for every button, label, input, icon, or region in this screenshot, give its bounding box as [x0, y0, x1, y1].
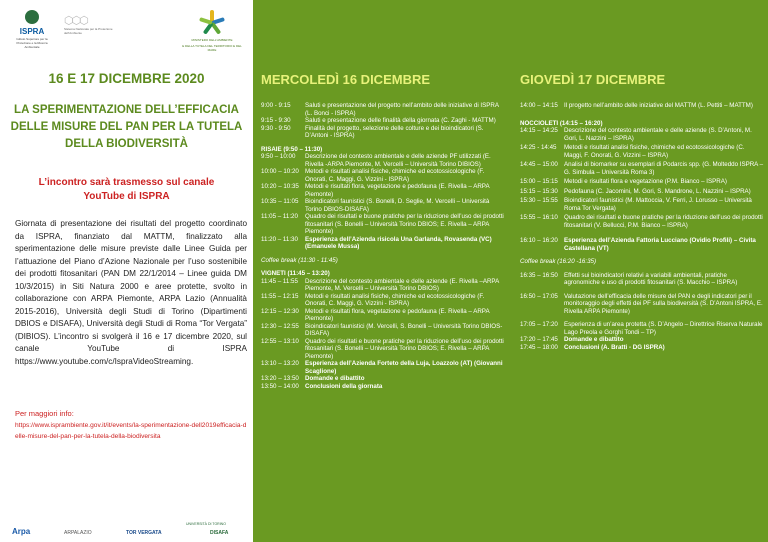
schedule-text: Metodi e risultati flora, vegetazione e pedofauna (E. Rivella – ARPA Piemonte): [305, 307, 490, 322]
day1-schedule: [261, 102, 507, 390]
schedule-row: [261, 383, 507, 391]
schedule-time: 9:30 - 9:50: [261, 124, 291, 132]
schedule-time: 17:20 – 17:45: [520, 336, 558, 343]
schedule-row: [520, 102, 764, 110]
schedule-text: Domande e dibattito: [564, 336, 624, 343]
schedule-time: 13:50 – 14:00: [261, 382, 299, 390]
schedule-row: [520, 161, 764, 176]
unito-logo: UNIVERSITÀ DI TORINO: [186, 522, 226, 526]
schedule-row: [261, 338, 507, 361]
ispra-logo-name: ISPRA: [19, 27, 45, 36]
info-link[interactable]: https://www.isprambiente.gov.it/it/events/la-sperimentazione-dell2019efficacia-delle-misure-del-pan-per-la-tutela-della-biodiversita: [15, 422, 247, 440]
event-date: 16 E 17 DICEMBRE 2020: [48, 71, 205, 86]
schedule-row: [261, 323, 507, 338]
ministry-logo-name: MINISTERO DELL'AMBIENTE: [191, 38, 233, 42]
schedule-time: 15:55 – 16:10: [520, 214, 558, 221]
schedule-text: Saluti e presentazione del progetto nell’ambito delle iniziative di ISPRA (L. Bonci - ISPRA): [305, 102, 499, 117]
schedule-time: 12:15 – 12:30: [261, 307, 299, 315]
schedule-time: 12:55 – 13:10: [261, 337, 299, 345]
schedule-text: Metodi e risultati flora, vegetazione e pedofauna (E. Rivella – ARPA Piemonte): [305, 183, 490, 198]
schedule-time: 17:05 – 17:20: [520, 321, 558, 328]
schedule-text: Esperienza dell’Azienda Fattoria Lucciano (Ovidio Profili) – Civita Castellana (VT): [564, 237, 756, 252]
schedule-row: [520, 214, 764, 229]
schedule-row: [261, 198, 507, 213]
schedule-row: [520, 272, 764, 287]
schedule-text: Descrizione del contesto ambientale e delle aziende (E. Rivella –ARPA Piemonte, M. Vercelli – Università Torino DBIOS): [305, 277, 499, 292]
schedule-time: 14:00 – 14:15: [520, 102, 558, 109]
day1-header: MERCOLEDÌ 16 DICEMBRE: [261, 72, 431, 87]
schedule-time: 10:00 – 10:20: [261, 168, 299, 175]
schedule-row: [261, 125, 507, 140]
schedule-row: [520, 336, 764, 344]
schedule-row: [261, 257, 507, 265]
schedule-text: Analisi di biomarker su esemplari di Podarcis spp. (G. Molteddo ISPRA – G. Simbula – Università Roma 3): [564, 161, 764, 176]
schedule-time: 11:05 – 11:20: [261, 213, 298, 220]
section-heading: [261, 146, 507, 154]
schedule-text: Bioindicatori faunistici (S. Bonelli, D. Seglie, M. Vercelli – Università Torino DBIOS-DISAFA): [305, 198, 490, 213]
ministry-logo-subtitle: E DELLA TUTELA DEL TERRITORIO E DEL MARE: [182, 44, 242, 52]
schedule-time: NOCCIOLETI (14:15 – 16:20): [520, 119, 603, 127]
schedule-text: Pedofauna (C. Jacomini, M. Gori, S. Mandrone, L. Nazzini – ISPRA): [564, 187, 751, 195]
schedule-row: [520, 144, 764, 159]
schedule-row: [261, 375, 507, 383]
schedule-time: 15:15 – 15:30: [520, 187, 558, 195]
schedule-time: 17:45 – 18:00: [520, 343, 558, 351]
programme-panel: [253, 0, 768, 542]
schedule-text: Conclusioni (A. Bratti - DG ISPRA): [564, 343, 665, 351]
day2-header: GIOVEDÌ 17 DICEMBRE: [520, 72, 666, 87]
schedule-text: Saluti e presentazione delle finalità della giornata (C. Zaghi - MATTM): [305, 117, 496, 124]
schedule-time: 11:45 – 11:55: [261, 277, 298, 285]
schedule-time: 16:50 – 17:05: [520, 292, 558, 300]
schedule-time: 14:25 - 14:45: [520, 144, 557, 151]
schedule-row: [520, 321, 764, 336]
section-heading: [261, 270, 507, 278]
schedule-text: Metodi e risultati flora e vegetazione (P.M. Bianco – ISPRA): [564, 178, 727, 185]
schedule-time: 9:50 – 10:00: [261, 153, 296, 160]
schedule-row: [261, 278, 507, 293]
ministry-logo: [180, 10, 244, 52]
schedule-row: [261, 308, 507, 323]
republic-emblem-icon: [25, 10, 39, 24]
schedule-row: [520, 293, 764, 316]
left-panel: [0, 0, 253, 542]
schedule-text: Esperienza dell’Azienda Forteto della Luja, Loazzolo (AT) (Giovanni Scaglione): [305, 360, 503, 375]
schedule-row: [520, 188, 764, 196]
schedule-row: [261, 236, 507, 251]
schedule-row: [520, 178, 764, 186]
schedule-text: Domande e dibattito: [305, 375, 365, 382]
disafa-logo: DISAFA: [210, 530, 229, 536]
schedule-time: 15:30 – 15:55: [520, 197, 558, 204]
schedule-text: Esperienza dell’Azienda risicola Una Garlanda, Rovasenda (VC) (Emanuele Mussa): [305, 235, 492, 250]
schedule-row: [261, 117, 507, 125]
stream-notice: L’incontro sarà trasmesso sul canale YouTube di ISPRA: [38, 177, 215, 202]
schedule-row: [261, 153, 507, 168]
schedule-text: Effetti sui bioindicatori relativi a variabili ambientali, pratiche agronomiche e uso di prodotti fitosanitari (S. Macchio – ISPRA): [564, 271, 738, 286]
schedule-row: [520, 127, 764, 142]
schedule-time: 16:35 – 16:50: [520, 271, 558, 279]
schedule-row: [261, 293, 507, 308]
arpalazio-logo: ARPALAZIO: [64, 530, 92, 536]
schedule-text: Conclusioni della giornata: [305, 382, 383, 390]
partner-logos: [0, 498, 253, 542]
schedule-text: Descrizione del contesto ambientale e delle aziende (S. D’Antoni, M. Gori, L. Nazzini – ISPRA): [564, 127, 752, 142]
schedule-time: 13:10 – 13:20: [261, 360, 299, 367]
schedule-time: RISAIE (9:50 – 11:30): [261, 145, 323, 153]
schedule-text: Finalità del progetto, selezione delle colture e dei bioindicatori (S. D’Antoni - ISPRA): [305, 124, 484, 139]
info-label: Per maggiori info:: [15, 409, 74, 418]
schedule-text: Metodi e risultati analisi fisiche, chimiche ed ecotossicologiche (C. Maggi, F. Onorati, G. Vizzini – ISPRA): [564, 144, 745, 159]
tor-vergata-logo: TOR VERGATA: [126, 530, 162, 536]
ispra-logo: [10, 10, 54, 49]
schedule-time: 12:30 – 12:55: [261, 322, 299, 330]
schedule-row: [520, 258, 764, 266]
schedule-time: 14:45 – 15:00: [520, 161, 558, 168]
schedule-text: Quadro dei risultati e buone pratiche per la riduzione dell’uso dei prodotti fitosanitari (S. Bonelli – Università Torino DBIOS; E. Rivella – ARPA Piemonte): [305, 213, 504, 235]
schedule-row: [261, 168, 507, 183]
schedule-time: 9:00 - 9:15: [261, 102, 291, 109]
schedule-time: 11:20 – 11:30: [261, 235, 298, 243]
schedule-time: 10:20 – 10:35: [261, 183, 299, 190]
schedule-text: Esperienza di un’area protetta (S. D’Angelo – Direttrice Riserva Naturale Lago Preola e Gorghi Tondi – TP): [564, 321, 763, 336]
top-logos: [0, 0, 253, 62]
star-icon: [199, 10, 225, 36]
snpa-logo-subtitle: Sistema Nazionale per la Protezione dell'Ambiente: [64, 27, 113, 35]
schedule-row: [261, 102, 507, 117]
schedule-text: Valutazione dell’efficacia delle misure del PAN e degli indicatori per il monitoraggio degli effetti dei PF sulla biodiversità (S. D’Antoni ISPRA, E. Rivella ARPA Piemonte): [564, 292, 763, 315]
schedule-time: VIGNETI (11:45 – 13:20): [261, 270, 330, 277]
schedule-text: Bioindicatori faunistici (M. Mattoccia, V. Ferri, J. Lorusso – Università Roma Tor Vergata): [564, 197, 752, 212]
hexagon-icon: ⬡⬡⬡: [64, 15, 87, 27]
schedule-time: 9:15 - 9:30: [261, 117, 291, 124]
schedule-text: Quadro dei risultati e buone pratiche per la riduzione dell’uso dei prodotti fitosanitari (V. Bellucci, P.M. Bianco – ISPRA): [564, 214, 763, 229]
schedule-time: 10:35 – 11:05: [261, 198, 299, 205]
schedule-time: 16:10 – 16:20: [520, 237, 558, 244]
day2-schedule: [520, 102, 764, 351]
schedule-row: [520, 344, 764, 352]
arpa-logo: Arpa: [12, 527, 31, 536]
event-description: Giornata di presentazione dei risultati del progetto coordinato da ISPRA, finanziato dal MATTM, finalizzato alla sperimentazione delle misure previste dalle Linee Guida per l’attuazione del Piano d’Azione Nazionale per l’uso sostenibile dei prodotti fitosanitari (PAN DM 22/1/2014 – Linee guida DM 10/3/2015) in Siti Natura 2000 e aree protette, svolto in collaborazione con ARPA Piemonte, ARPA Lazio (Annualità 2015-2016), Università degli Studi di Torino (Dipartimenti DBIOS e DISAFA), Università degli Studi di Roma “Tor Vergata” (DIBIOS). L’incontro si svolgerà il 16 e 17 dicembre 2020, sul canale YouTube di ISPRA https://www.youtube.com/c/IspraVideoStreaming.: [15, 219, 247, 366]
ispra-logo-subtitle: Istituto Superiore per la Protezione e la Ricerca Ambientale: [16, 37, 48, 49]
schedule-row: [520, 197, 764, 212]
schedule-row: [261, 360, 507, 375]
schedule-row: [261, 183, 507, 198]
schedule-text: Bioindicatori faunistici (M. Vercelli, S. Bonelli – Università Torino DBIOS-DISAFA): [305, 322, 503, 337]
event-title: LA SPERIMENTAZIONE DELL’EFFICACIA DELLE MISURE DEL PAN PER LA TUTELA DELLA BIODIVERSITÀ: [10, 104, 243, 150]
schedule-time: 13:20 – 13:50: [261, 375, 299, 382]
schedule-time: 11:55 – 12:15: [261, 292, 299, 300]
schedule-row: [520, 237, 764, 252]
schedule-time: Coffee break (11:30 - 11:45): [261, 256, 338, 264]
snpa-logo: [64, 14, 124, 35]
schedule-row: [261, 213, 507, 236]
schedule-time: 14:15 – 14:25: [520, 127, 558, 134]
section-heading: [520, 120, 764, 128]
schedule-text: Descrizione del contesto ambientale e delle aziende PF utilizzati (E. Rivella -ARPA Piemonte, M. Vercelli – Università Torino DIBIOS): [305, 153, 491, 168]
schedule-text: Metodi e risultati analisi fisiche, chimiche ed ecotossicologiche (F. Onorati, C. Maggi, G. Vizzini - ISPRA): [305, 292, 485, 307]
schedule-time: 15:00 – 15:15: [520, 178, 558, 185]
schedule-text: Quadro dei risultati e buone pratiche per la riduzione dell’uso dei prodotti fitosanitari (S. Bonelli – Università Torino DBIOS; E. Rivella – ARPA Piemonte): [305, 337, 504, 360]
schedule-text: Metodi e risultati analisi fisiche, chimiche ed ecotossicologiche (F. Onorati, C. Maggi, G. Vizzini - ISPRA): [305, 168, 485, 183]
schedule-text: Il progetto nell’ambito delle iniziative del MATTM (L. Pettiti – MATTM): [564, 102, 753, 109]
schedule-time: Coffee break (16:20 -16:35): [520, 258, 597, 265]
